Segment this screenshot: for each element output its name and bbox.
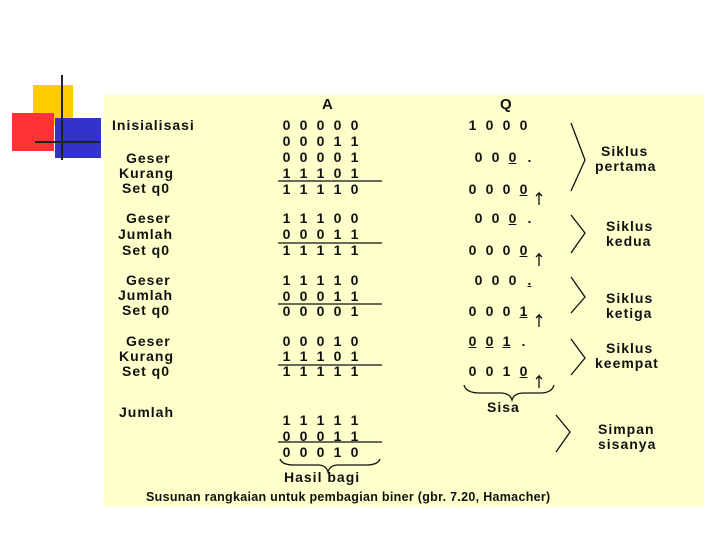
a-bit: 0 xyxy=(316,226,325,242)
a-bit: 1 xyxy=(333,133,342,149)
q-bit: . xyxy=(527,149,532,165)
label-inisialisasi: Inisialisasi xyxy=(112,117,195,133)
a-bit: 1 xyxy=(299,181,308,197)
cycle-1-label: Siklus xyxy=(601,143,649,159)
q-bit: 0 xyxy=(474,210,483,226)
a-bit: 0 xyxy=(282,444,291,460)
a-bit: 0 xyxy=(333,210,342,226)
decor-red-square xyxy=(12,113,54,151)
q-bit: 0 xyxy=(508,272,517,288)
a-bit: 0 xyxy=(350,272,359,288)
a-bit: 1 xyxy=(316,210,325,226)
a-bit: 0 xyxy=(282,288,291,304)
q-bit: 0 xyxy=(491,149,500,165)
q-bit: 0 xyxy=(474,272,483,288)
q-bit: 0 xyxy=(519,242,528,258)
a-bit: 0 xyxy=(316,428,325,444)
label-setq0-1: Set q0 xyxy=(122,180,171,196)
a-bit: 1 xyxy=(333,288,342,304)
a-bit: 1 xyxy=(333,242,342,258)
a-bit: 1 xyxy=(333,226,342,242)
a-bit: 1 xyxy=(333,444,342,460)
q-bit: 0 xyxy=(485,363,494,379)
a-bit: 0 xyxy=(350,117,359,133)
a-bit: 1 xyxy=(282,272,291,288)
a-bit: 0 xyxy=(299,333,308,349)
q-bit: 0 xyxy=(468,242,477,258)
a-bit: 0 xyxy=(350,444,359,460)
label-simpan: Simpan xyxy=(598,421,655,437)
a-bit: 0 xyxy=(316,288,325,304)
a-bit: 1 xyxy=(333,428,342,444)
a-bit: 1 xyxy=(299,210,308,226)
q-bit: 0 xyxy=(519,181,528,197)
a-bit: 0 xyxy=(299,226,308,242)
a-bit: 1 xyxy=(282,412,291,428)
a-bit: 1 xyxy=(316,242,325,258)
q-bit: 0 xyxy=(468,181,477,197)
a-bit: 1 xyxy=(350,165,359,181)
label-kurang-4: Kurang xyxy=(119,348,174,364)
a-bit: 1 xyxy=(299,363,308,379)
a-bit: 1 xyxy=(316,181,325,197)
a-bit: 1 xyxy=(299,272,308,288)
a-bit: 0 xyxy=(333,117,342,133)
brace-cycle-1 xyxy=(571,123,585,191)
a-bit: 1 xyxy=(350,288,359,304)
a-bit: 0 xyxy=(316,149,325,165)
label-kurang-1: Kurang xyxy=(119,165,174,181)
a-bit: 1 xyxy=(282,242,291,258)
label-geser-1: Geser xyxy=(126,150,171,166)
a-bit: 1 xyxy=(350,226,359,242)
brace-simpan xyxy=(556,415,570,452)
diagram-lines xyxy=(104,95,704,507)
q-bit: 0 xyxy=(502,117,511,133)
a-bit: 1 xyxy=(350,303,359,319)
q-bit: 0 xyxy=(502,242,511,258)
a-bit: 0 xyxy=(282,133,291,149)
a-bit: 1 xyxy=(316,412,325,428)
q-bit: . xyxy=(527,210,532,226)
q-bit: 0 xyxy=(519,117,528,133)
q-bit: 0 xyxy=(468,363,477,379)
label-setq0-3: Set q0 xyxy=(122,302,171,318)
a-bit: 1 xyxy=(333,333,342,349)
q-bit: 0 xyxy=(468,303,477,319)
q-bit: 0 xyxy=(502,303,511,319)
a-bit: 0 xyxy=(333,165,342,181)
a-bit: 0 xyxy=(333,303,342,319)
decor-vertical-line xyxy=(61,75,63,160)
a-bit: 1 xyxy=(333,412,342,428)
a-bit: 1 xyxy=(282,165,291,181)
a-bit: 0 xyxy=(282,226,291,242)
a-bit: 1 xyxy=(333,363,342,379)
a-bit: 0 xyxy=(299,149,308,165)
arrow-up-4 xyxy=(536,376,542,388)
a-bit: 0 xyxy=(316,133,325,149)
a-bit: 0 xyxy=(282,303,291,319)
a-bit: 0 xyxy=(350,333,359,349)
label-jumlah-2: Jumlah xyxy=(118,226,174,242)
a-bit: 0 xyxy=(282,117,291,133)
q-bit: 0 xyxy=(485,303,494,319)
label-jumlah-3: Jumlah xyxy=(118,287,174,303)
q-bit: 1 xyxy=(468,117,477,133)
a-bit: 1 xyxy=(282,348,291,364)
label-jumlah-final: Jumlah xyxy=(119,404,175,420)
a-bit: 1 xyxy=(350,348,359,364)
cycle-4-label: Siklus xyxy=(606,340,654,356)
brace-cycle-4 xyxy=(571,339,585,375)
q-bit: 0 xyxy=(519,363,528,379)
a-bit: 1 xyxy=(316,363,325,379)
a-bit: 1 xyxy=(282,181,291,197)
a-bit: 0 xyxy=(282,333,291,349)
cycle-3-name: ketiga xyxy=(606,305,653,321)
a-bit: 1 xyxy=(333,181,342,197)
a-bit: 1 xyxy=(299,165,308,181)
header-q: Q xyxy=(500,96,513,113)
a-bit: 0 xyxy=(316,117,325,133)
label-geser-4: Geser xyxy=(126,333,171,349)
q-bit: . xyxy=(521,333,526,349)
q-bit: 1 xyxy=(519,303,528,319)
brace-cycle-3 xyxy=(571,277,585,313)
a-bit: 0 xyxy=(333,149,342,165)
cycle-2-name: kedua xyxy=(606,233,652,249)
label-hasil-bagi: Hasil bagi xyxy=(284,469,361,485)
q-bit: 0 xyxy=(502,181,511,197)
label-setq0-4: Set q0 xyxy=(122,363,171,379)
q-bit: 0 xyxy=(468,333,477,349)
a-bit: 1 xyxy=(299,348,308,364)
q-bit: 0 xyxy=(485,333,494,349)
a-bit: 1 xyxy=(316,272,325,288)
cycle-4-name: keempat xyxy=(595,355,659,371)
label-sisa: Sisa xyxy=(487,399,520,415)
label-geser-3: Geser xyxy=(126,272,171,288)
q-bit: 1 xyxy=(502,363,511,379)
a-bit: 1 xyxy=(282,363,291,379)
q-bit: 0 xyxy=(508,210,517,226)
a-bit: 1 xyxy=(350,133,359,149)
a-bit: 1 xyxy=(350,363,359,379)
a-bit: 0 xyxy=(299,133,308,149)
a-bit: 0 xyxy=(350,181,359,197)
q-bit: 0 xyxy=(485,181,494,197)
a-bit: 0 xyxy=(299,117,308,133)
q-bit: 0 xyxy=(491,210,500,226)
a-bit: 1 xyxy=(282,210,291,226)
a-bit: 0 xyxy=(299,444,308,460)
a-bit: 0 xyxy=(350,210,359,226)
arrow-up-1 xyxy=(536,193,542,205)
cycle-2-label: Siklus xyxy=(606,218,654,234)
brace-cycle-2 xyxy=(571,215,585,253)
a-bit: 1 xyxy=(350,242,359,258)
a-bit: 0 xyxy=(299,288,308,304)
arrow-up-2 xyxy=(536,254,542,266)
q-bit: 0 xyxy=(485,117,494,133)
a-bit: 0 xyxy=(299,303,308,319)
decor-horizontal-line xyxy=(35,141,100,143)
a-bit: 1 xyxy=(316,348,325,364)
a-bit: 0 xyxy=(333,348,342,364)
label-sisanya: sisanya xyxy=(598,436,657,452)
header-a: A xyxy=(322,96,334,113)
a-bit: 0 xyxy=(282,149,291,165)
a-bit: 1 xyxy=(316,165,325,181)
a-bit: 0 xyxy=(316,333,325,349)
q-bit: 0 xyxy=(485,242,494,258)
caption: Susunan rangkaian untuk pembagian biner (gbr. 7.20, Hamacher) xyxy=(146,490,551,504)
cycle-3-label: Siklus xyxy=(606,290,654,306)
q-bit: . xyxy=(527,272,532,288)
a-bit: 0 xyxy=(282,428,291,444)
brace-sisa xyxy=(464,385,554,400)
arrow-up-3 xyxy=(536,315,542,327)
cycle-1-name: pertama xyxy=(595,158,657,174)
a-bit: 1 xyxy=(333,272,342,288)
a-bit: 1 xyxy=(350,412,359,428)
a-bit: 1 xyxy=(350,149,359,165)
a-bit: 0 xyxy=(316,303,325,319)
a-bit: 1 xyxy=(299,242,308,258)
q-bit: 0 xyxy=(491,272,500,288)
q-bit: 0 xyxy=(474,149,483,165)
q-bit: 0 xyxy=(508,149,517,165)
label-geser-2: Geser xyxy=(126,210,171,226)
brace-hasil-bagi xyxy=(280,459,380,472)
a-bit: 1 xyxy=(299,412,308,428)
division-diagram xyxy=(104,95,704,507)
a-bit: 1 xyxy=(350,428,359,444)
a-bit: 0 xyxy=(316,444,325,460)
q-bit: 1 xyxy=(502,333,511,349)
a-bit: 0 xyxy=(299,428,308,444)
label-setq0-2: Set q0 xyxy=(122,242,171,258)
